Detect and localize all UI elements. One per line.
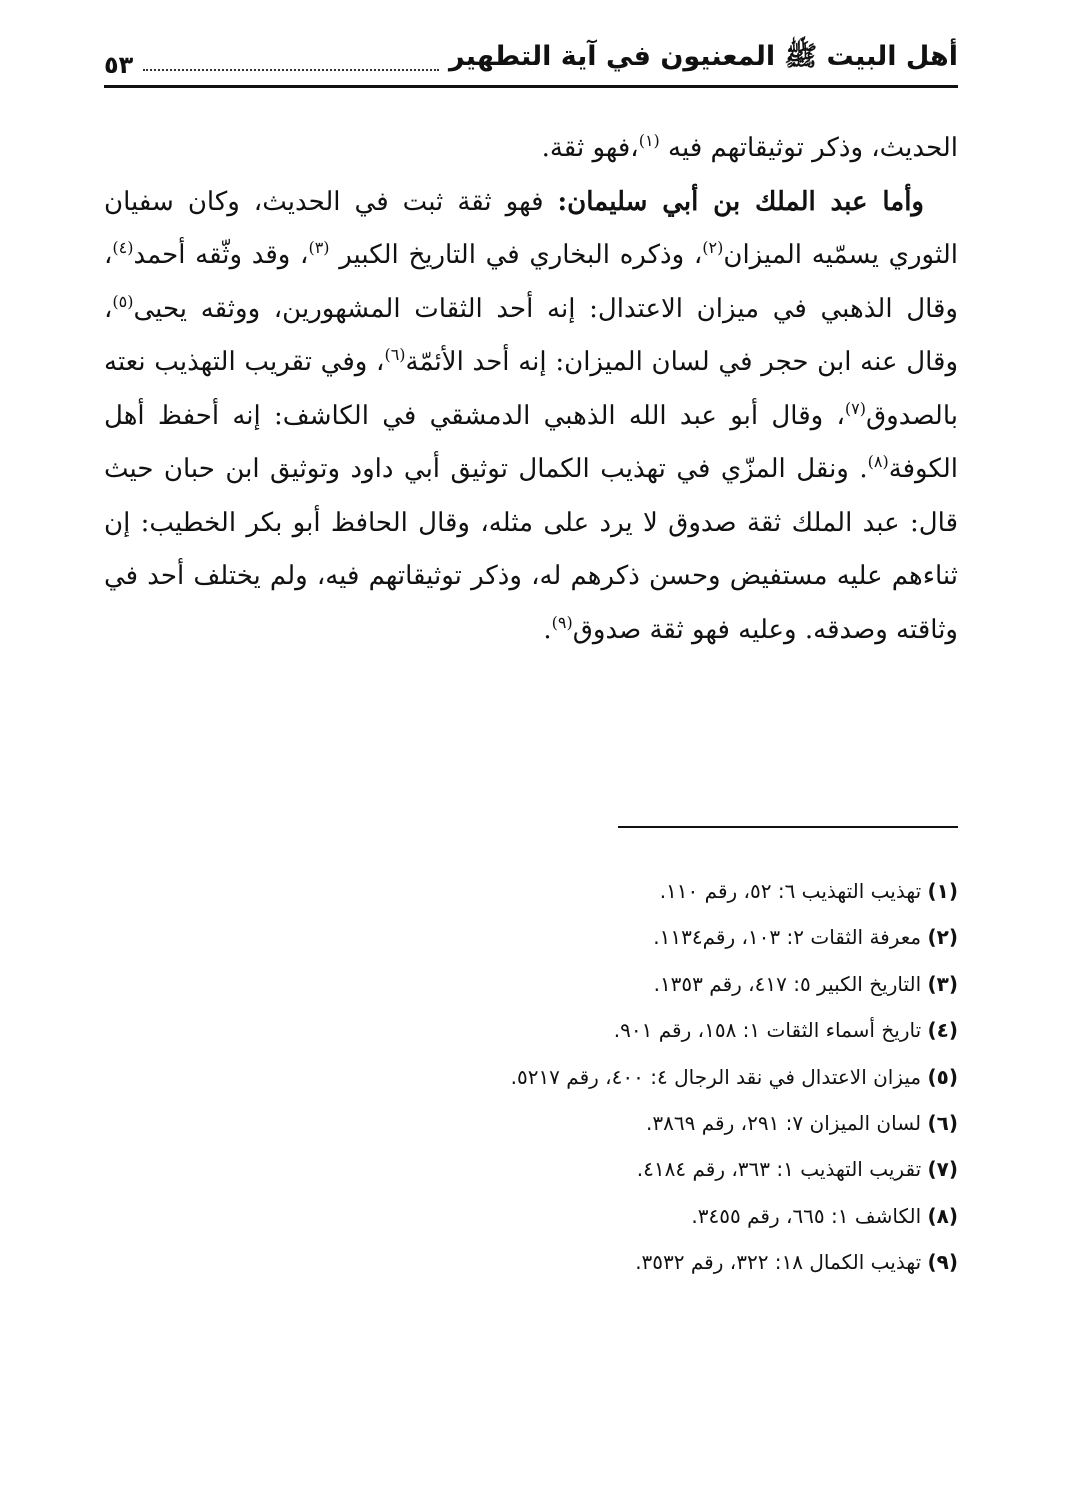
footnote-ref: (١) [638, 131, 660, 150]
footnote-ref: (٢) [702, 238, 724, 257]
paragraph-2: وأما عبد الملك بن أبي سليمان: فهو ثقة ثبت في الحديث، وكان سفيان الثوري يسمّيه الميزان$^{(٢)}$، وذكره البخاري في التاريخ الكبير $^{(٣)}$، وقد وثّقه أحمد$^{(٤)}$، وقال الذهبي في ميزان الاعتدال: إنه أحد الثقات المشهورين، ووثقه يحيى$^{(٥)}$، وقال عنه ابن حجر في لسان الميزان: إنه أحد الأئمّة$^{(٦)}$، وفي تقريب التهذيب نعته بالصدوق$^{(٧)}$، وقال أبو عبد الله الذهبي الدمشقي في الكاشف: إنه أحفظ أهل الكوفة$^{(٨)}$. ونقل المزّي في تهذيب الكمال توثيق أبي داود وتوثيق ابن حبان حيث قال: عبد الملك ثقة صدوق لا يرد على مثله، وقال الحافظ أبو بكر الخطيب: إن ثناءهم عليه مستفيض وحسن ذكرهم له، وذكر توثيقاتهم فيه، ولم يختلف أحد في وثاقته وصدقه. وعليه فهو ثقة صدوق$^{(٩)}$. [104, 186, 958, 645]
footnote-separator [618, 826, 958, 828]
footnote-ref: (٣) [308, 238, 330, 257]
footnote-ref: (٦) [384, 345, 406, 364]
running-header [104, 28, 958, 88]
footnote: (١) تهذيب التهذيب ٦: ٥٢، رقم ١١٠. [659, 879, 958, 903]
paragraph-1: الحديث، وذكر توثيقاتهم فيه $^{(١)}$،فهو ثقة. [541, 131, 958, 163]
footnote: (٣) التاريخ الكبير ٥: ٤١٧، رقم ١٣٥٣. [653, 971, 958, 996]
header-title: أهل البيت ﷺ المعنيون في آية التطهير [449, 41, 958, 72]
footnote: (٦) لسان الميزان ٧: ٢٩١، رقم ٣٨٦٩. [646, 1110, 958, 1135]
footnote-ref: (٩) [551, 612, 573, 632]
narrator-name: وأما عبد الملك بن أبي سليمان: [557, 186, 924, 217]
header-leader-dots [143, 69, 439, 71]
footnote: (٢) معرفة الثقات ٢: ١٠٣، رقم١١٣٤. [653, 925, 958, 950]
footnote: (٧) تقريب التهذيب ١: ٣٦٣، رقم ٤١٨٤. [636, 1157, 958, 1182]
footnote: (٥) ميزان الاعتدال في نقد الرجال ٤: ٤٠٠، رقم ٥٢١٧. [510, 1064, 958, 1089]
footnote-ref: (٨) [867, 452, 889, 471]
footnote: (٤) تاريخ أسماء الثقات ١: ١٥٨، رقم ٩٠١. [613, 1018, 958, 1043]
footnote-ref: (٤) [112, 238, 134, 257]
footnote: (٩) تهذيب الكمال ١٨: ٣٢٢، رقم ٣٥٣٢. [635, 1250, 958, 1275]
footnote-ref: (٧) [844, 398, 866, 418]
footnotes-list [104, 868, 958, 1286]
page-number: ٥٣ [104, 51, 134, 79]
main-text [104, 122, 958, 657]
footnote-ref: (٥) [112, 291, 134, 311]
footnote: (٨) الكاشف ١: ٦٦٥، رقم ٣٤٥٥. [691, 1203, 958, 1228]
